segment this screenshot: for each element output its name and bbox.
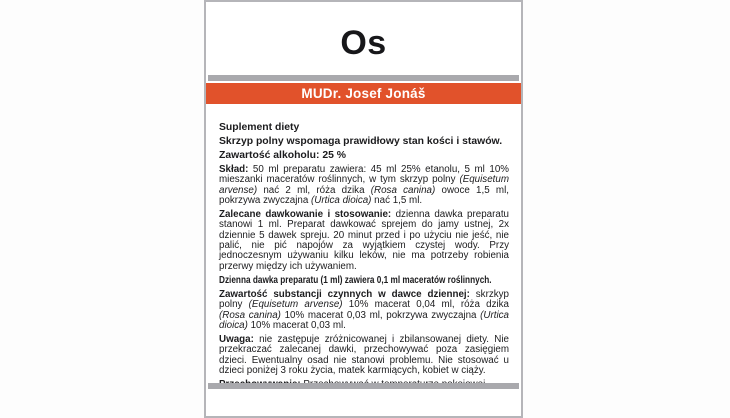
paragraph [219, 123, 509, 133]
paragraph [219, 210, 509, 272]
text-segment: (Equisetum arvense) [248, 299, 343, 311]
text-segment: 10% macerat 0,03 ml. [247, 319, 346, 331]
product-name: Os [340, 24, 387, 62]
text-segment: Zawartość substancji czynnych w dawce dziennej: [219, 288, 470, 300]
text-segment: nać 2 ml, róża dzika [257, 184, 371, 196]
text-segment: Zawartość alkoholu: 25 % [219, 149, 347, 161]
text-segment: 10% macerat 0,03 ml, pokrzywa zwyczajna [280, 309, 481, 321]
text-segment: nie zastępuje zróżnicowanej i zbilansowanej diety. Nie przekraczać zalecanej dawki, przechowywać poza zasięgiem dzieci. Ewentualny osad nie stanowi problemu. Nie stosować u dzieci poniżej 3 roku życia, matek karmiących, kobiet w ciąży. [219, 333, 509, 377]
text-segment: Skrzyp polny wspomaga prawidłowy stan kości i stawów. [219, 135, 503, 147]
text-segment: Dzienna dawka preparatu (1 ml) zawiera 0,1 ml maceratów roślinnych. [219, 274, 492, 286]
brand-name: MUDr. Josef Jonáš [301, 86, 426, 101]
text-segment: (Rosa canina) [370, 184, 436, 196]
separator-bar-top [208, 75, 519, 81]
separator-bar-bottom [208, 383, 519, 389]
paragraph [219, 137, 509, 147]
paragraph [219, 276, 509, 286]
text-segment: Zalecane dawkowanie i stosowanie: [219, 208, 392, 220]
text-segment: owoce 1,5 ml, pokrzywa zwyczajna [219, 184, 509, 206]
product-name-panel [206, 2, 521, 75]
text-segment: skrzkyp polny [219, 288, 509, 311]
paragraph [219, 290, 509, 332]
text-segment: (Urtica dioica) [311, 194, 372, 206]
text-segment: (Rosa canina) [219, 309, 281, 321]
text-segment: nać 1,5 ml. [371, 194, 423, 206]
brand-banner [206, 83, 521, 104]
text-segment: 50 ml preparatu zawiera: 45 ml 25% etanolu, 5 ml 10% mieszanki maceratów roślinnych, w tym skrzyp polny [219, 163, 509, 186]
text-segment: (Equisetum arvense) [219, 174, 509, 196]
text-segment: (Urtica dioica) [219, 309, 509, 331]
paragraph [219, 335, 509, 377]
text-segment: Skład: [219, 163, 249, 175]
paragraph [219, 151, 509, 161]
text-segment: 10% macerat 0,04 ml, róża dzika [342, 299, 509, 311]
text-segment: Uwaga: [219, 333, 254, 345]
paragraph [219, 165, 509, 207]
product-label [204, 0, 523, 418]
text-segment: Suplement diety [219, 122, 300, 133]
body-paragraphs [206, 104, 521, 390]
text-segment: dzienna dawka preparatu stanowi 1 ml. Preparat dawkować sprejem do jamy ustnej, 2x dziennie 5 dawek spreju. 20 minut przed i po użyciu nie jeść, nie palić, nie pić napojów za wyjątkiem czystej wody. Przy jednoczesnym używaniu kilku leków, nie ma potrzeby robienia przerwy między ich używaniem. [219, 208, 509, 272]
